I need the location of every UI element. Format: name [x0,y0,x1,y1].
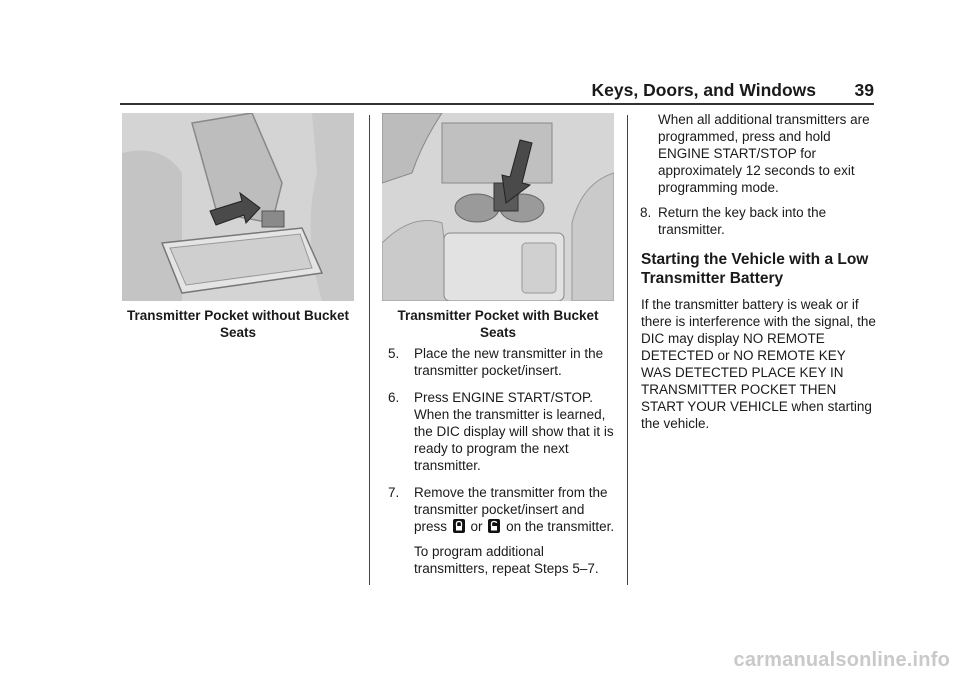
console-illustration [122,113,354,301]
section-body: If the transmitter battery is weak or if there is interference with the signal, the DIC may display NO REMOTE DETECTED or NO REMOTE KEY WAS DETECTED PLACE KEY IN TRANSMITTER POCKET THEN START YOUR VEHICLE when starting the vehicle. [641,297,876,431]
step-number: 7. [388,485,400,500]
section-title: Keys, Doors, and Windows [591,80,816,100]
step-6 [388,389,620,474]
unlock-icon [488,519,500,533]
column-divider [369,115,370,585]
step-number: 5. [388,346,400,361]
watermark: carmanualsonline.info [733,649,950,671]
step-text: Return the key back into the transmitter. [658,205,827,237]
step-text-before: Remove the transmitter from the transmitter pocket/insert and press [414,485,608,534]
step-text: Press ENGINE START/STOP. When the transmitter is learned, the DIC display will show that it is ready to program the next transmitter. [414,390,614,473]
step-text-after: on the transmitter. [506,519,615,534]
header-rule [120,103,874,105]
column-divider [627,115,628,585]
section-heading: Starting the Vehicle with a Low Transmitter Battery [641,251,869,287]
step-7 [388,484,620,577]
page-header [120,80,874,102]
right-column [641,111,876,432]
step-text-or: or [470,519,483,534]
step-7-continuation: When all additional transmitters are programmed, press and hold ENGINE START/STOP for approximately 12 seconds to exit programming mode. [658,112,870,195]
step-text [414,484,620,535]
figure-caption-middle: Transmitter Pocket with Bucket Seats [397,308,599,340]
step-5 [388,345,620,379]
figure-caption-left: Transmitter Pocket without Bucket Seats [126,308,350,340]
console-illustration [382,113,614,301]
figure-pocket-without-bucket-seats [122,113,354,301]
step-7-note: To program additional transmitters, repeat Steps 5–7. [414,544,599,576]
lock-icon [453,519,465,533]
step-8 [641,204,876,238]
step-text: Place the new transmitter in the transmitter pocket/insert. [414,346,604,378]
steps-column-middle [388,345,620,587]
page-number: 39 [854,80,874,100]
step-number: 8. [640,205,652,220]
figure-pocket-with-bucket-seats [382,113,614,301]
step-number: 6. [388,390,400,405]
